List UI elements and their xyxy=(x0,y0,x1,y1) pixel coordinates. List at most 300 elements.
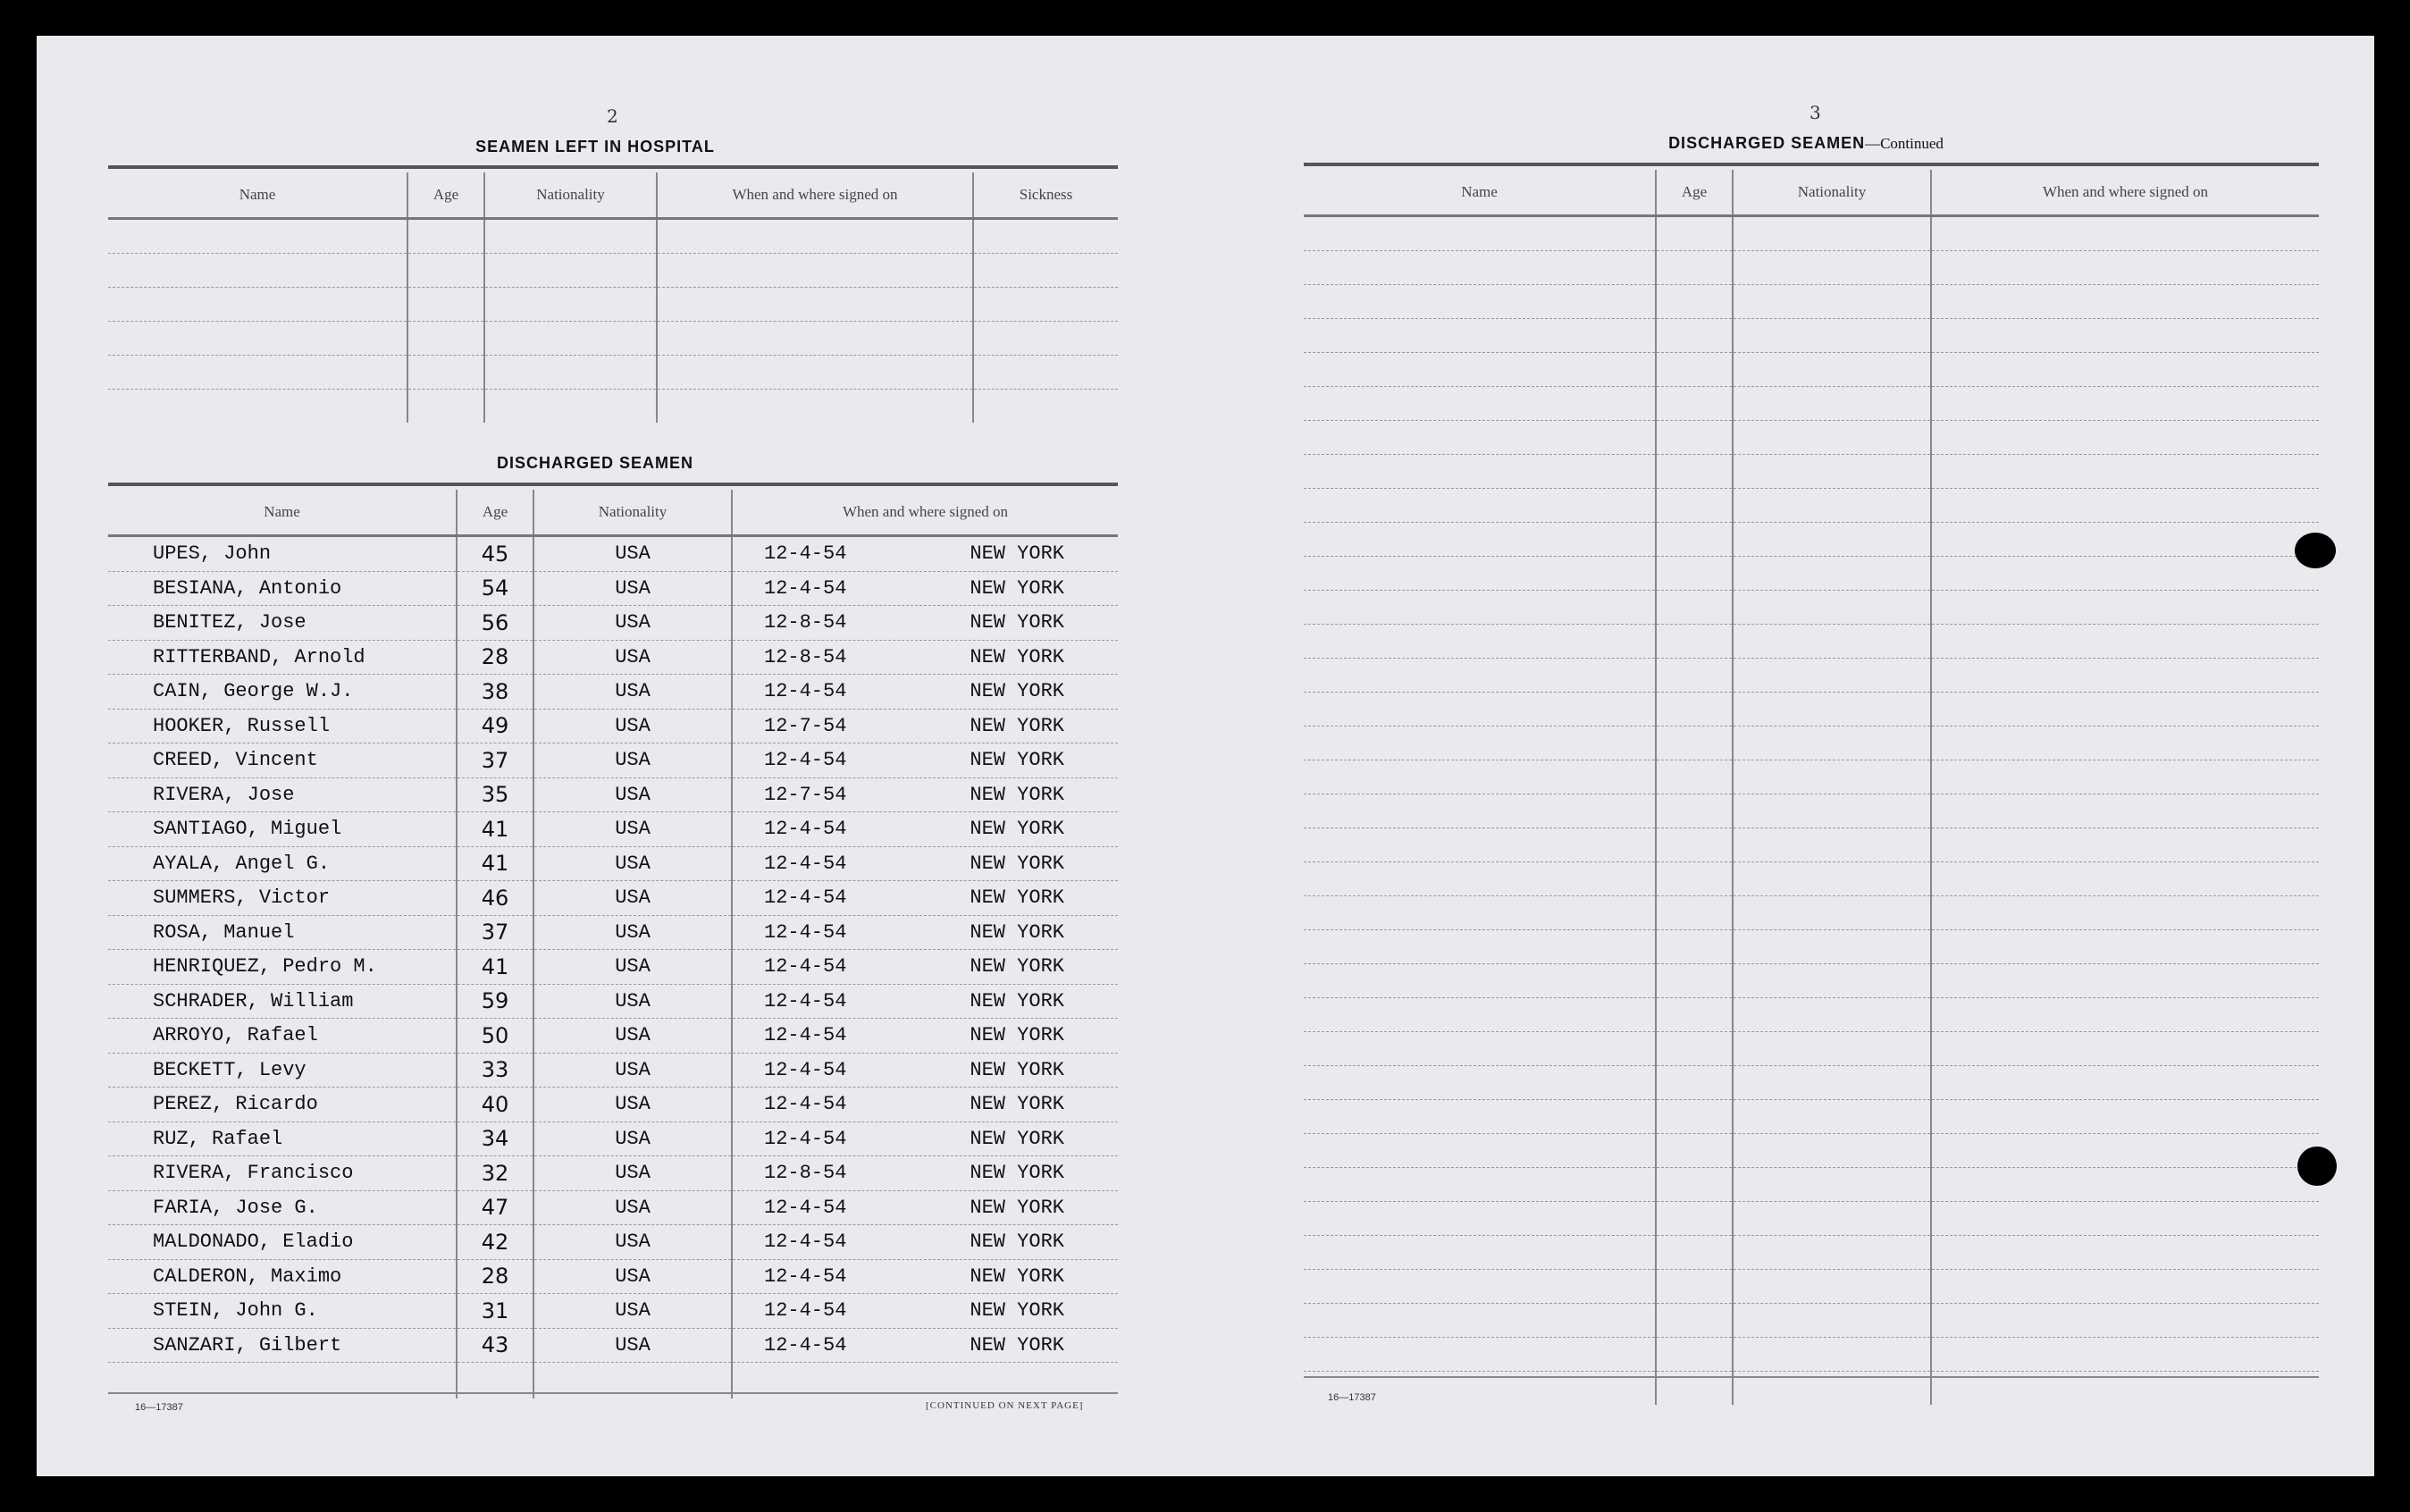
table-row xyxy=(1304,659,2319,693)
table-row xyxy=(1304,930,2319,964)
empty-cell xyxy=(1304,1236,1656,1270)
discharged-top-rule xyxy=(108,483,1118,486)
seaman-name: AYALA, Angel G. xyxy=(108,846,457,881)
empty-cell xyxy=(1733,285,1931,319)
signed-on-date: 12-4-54 xyxy=(764,1127,847,1150)
column-header: When and where signed on xyxy=(732,490,1118,536)
signed-on-group xyxy=(733,1024,1118,1046)
empty-cell xyxy=(657,356,973,390)
empty-cell xyxy=(1656,557,1733,591)
table-row xyxy=(1304,794,2319,828)
column-header: When and where signed on xyxy=(1931,170,2319,216)
table-row xyxy=(1304,489,2319,523)
signed-on-date: 12-8-54 xyxy=(764,645,847,668)
empty-cell xyxy=(1931,523,2319,557)
seaman-nationality: USA xyxy=(533,1328,732,1363)
table-row xyxy=(1304,387,2319,421)
empty-cell xyxy=(973,219,1118,254)
signed-on-date: 12-4-54 xyxy=(764,749,847,772)
table-row xyxy=(1304,964,2319,998)
seaman-age: 46 xyxy=(457,881,533,916)
seaman-age: 34 xyxy=(457,1121,533,1156)
seaman-name: BECKETT, Levy xyxy=(108,1053,457,1088)
signed-on-group xyxy=(733,1093,1118,1115)
empty-cell xyxy=(1304,1168,1656,1202)
seaman-nationality: USA xyxy=(533,812,732,847)
empty-cell xyxy=(1304,1270,1656,1304)
empty-cell xyxy=(1656,489,1733,523)
empty-cell xyxy=(1931,1168,2319,1202)
empty-cell xyxy=(1656,421,1733,455)
seaman-name: HENRIQUEZ, Pedro M. xyxy=(108,950,457,985)
signed-on xyxy=(732,984,1118,1019)
signed-on-date: 12-4-54 xyxy=(764,1024,847,1047)
seaman-name: RIVERA, Francisco xyxy=(108,1156,457,1191)
empty-cell xyxy=(1304,964,1656,998)
empty-cell xyxy=(1931,353,2319,387)
signed-on xyxy=(732,846,1118,881)
table-row xyxy=(1304,319,2319,353)
discharged-table xyxy=(108,490,1118,1399)
seaman-name: CREED, Vincent xyxy=(108,743,457,778)
empty-cell xyxy=(1733,216,1931,251)
empty-cell xyxy=(484,356,657,390)
empty-cell xyxy=(1931,659,2319,693)
seaman-nationality: USA xyxy=(533,915,732,950)
seaman-age: 37 xyxy=(457,915,533,950)
signed-on-date: 12-8-54 xyxy=(764,1162,847,1185)
table-row xyxy=(1304,216,2319,251)
table-row xyxy=(108,390,1118,424)
signed-on-group xyxy=(733,886,1118,909)
column-header: Name xyxy=(108,490,457,536)
signed-on-place: NEW YORK xyxy=(970,1333,1064,1357)
table-row xyxy=(1304,285,2319,319)
empty-cell xyxy=(1304,659,1656,693)
empty-cell xyxy=(1931,760,2319,794)
empty-cell xyxy=(108,322,407,356)
table-row xyxy=(108,1294,1118,1329)
table-row xyxy=(108,606,1118,641)
signed-on-date: 12-4-54 xyxy=(764,1093,847,1116)
signed-on-date: 12-8-54 xyxy=(764,611,847,634)
signed-on-place: NEW YORK xyxy=(970,1127,1064,1150)
empty-cell xyxy=(1733,523,1931,557)
left-page xyxy=(37,36,1198,1476)
empty-cell xyxy=(1733,930,1931,964)
empty-cell xyxy=(1304,319,1656,353)
signed-on xyxy=(732,1053,1118,1088)
empty-cell xyxy=(1931,727,2319,760)
table-row xyxy=(1304,760,2319,794)
empty-cell xyxy=(1733,659,1931,693)
signed-on-date: 12-4-54 xyxy=(764,1264,847,1288)
signed-on-group xyxy=(733,1162,1118,1184)
empty-cell xyxy=(1304,557,1656,591)
empty-cell xyxy=(1931,387,2319,421)
empty-cell xyxy=(1304,930,1656,964)
empty-cell xyxy=(1733,727,1931,760)
signed-on-date: 12-4-54 xyxy=(764,1058,847,1081)
seaman-name: RITTERBAND, Arnold xyxy=(108,640,457,675)
table-row xyxy=(1304,1168,2319,1202)
empty-cell xyxy=(1733,1338,1931,1372)
signed-on xyxy=(732,1259,1118,1294)
discharged-continued-table xyxy=(1304,170,2319,1405)
empty-cell xyxy=(1656,1066,1733,1100)
empty-cell xyxy=(1733,251,1931,285)
empty-cell xyxy=(1304,251,1656,285)
empty-cell xyxy=(1656,896,1733,930)
empty-cell xyxy=(1656,659,1733,693)
empty-cell xyxy=(1733,455,1931,489)
empty-cell xyxy=(1656,1032,1733,1066)
seaman-age: 50 xyxy=(457,1019,533,1054)
table-row xyxy=(108,1019,1118,1054)
column-header: Age xyxy=(407,172,484,219)
empty-cell xyxy=(1931,557,2319,591)
signed-on-group xyxy=(733,955,1118,978)
empty-cell xyxy=(1733,1270,1931,1304)
signed-on-date: 12-4-54 xyxy=(764,1299,847,1323)
table-row xyxy=(108,1259,1118,1294)
seaman-name: SANTIAGO, Miguel xyxy=(108,812,457,847)
signed-on-date: 12-4-54 xyxy=(764,989,847,1012)
table-row xyxy=(1304,693,2319,727)
empty-cell xyxy=(1304,216,1656,251)
seaman-nationality: USA xyxy=(533,881,732,916)
table-row xyxy=(108,812,1118,847)
empty-cell xyxy=(1733,591,1931,625)
seaman-nationality: USA xyxy=(533,1156,732,1191)
empty-cell xyxy=(1304,591,1656,625)
empty-cell xyxy=(1931,693,2319,727)
signed-on-date: 12-4-54 xyxy=(764,818,847,841)
empty-cell xyxy=(1304,1134,1656,1168)
title-main: DISCHARGED SEAMEN xyxy=(1668,134,1866,152)
signed-on-group xyxy=(733,749,1118,771)
hospital-table xyxy=(108,172,1118,423)
seaman-nationality: USA xyxy=(533,1088,732,1122)
signed-on-place: NEW YORK xyxy=(970,611,1064,634)
seaman-name: SANZARI, Gilbert xyxy=(108,1328,457,1363)
empty-cell xyxy=(1931,1202,2319,1236)
seaman-nationality: USA xyxy=(533,1121,732,1156)
table-row xyxy=(108,777,1118,812)
signed-on-date: 12-4-54 xyxy=(764,1333,847,1357)
empty-cell xyxy=(1931,1100,2319,1134)
table-row xyxy=(108,571,1118,606)
empty-cell xyxy=(1733,862,1931,896)
seaman-name: RUZ, Rafael xyxy=(108,1121,457,1156)
seaman-name: ARROYO, Rafael xyxy=(108,1019,457,1054)
table-row xyxy=(1304,998,2319,1032)
signed-on xyxy=(732,1190,1118,1225)
signed-on-place: NEW YORK xyxy=(970,818,1064,841)
table-row xyxy=(108,288,1118,322)
hospital-top-rule xyxy=(108,165,1118,169)
signed-on xyxy=(732,640,1118,675)
empty-cell xyxy=(1733,794,1931,828)
empty-cell xyxy=(973,254,1118,288)
punch-hole-top xyxy=(2295,533,2336,568)
signed-on-date: 12-4-54 xyxy=(764,886,847,910)
empty-cell xyxy=(1656,1202,1733,1236)
form-number: 16—17387 xyxy=(1328,1392,1376,1403)
empty-cell xyxy=(657,288,973,322)
empty-cell xyxy=(1931,625,2319,659)
seaman-nationality: USA xyxy=(533,675,732,710)
signed-on-group xyxy=(733,1197,1118,1219)
signed-on-group xyxy=(733,1128,1118,1150)
table-row xyxy=(1304,353,2319,387)
empty-cell xyxy=(1304,455,1656,489)
table-row xyxy=(1304,862,2319,896)
signed-on-place: NEW YORK xyxy=(970,645,1064,668)
document-sheet xyxy=(37,36,2374,1476)
empty-cell xyxy=(1656,625,1733,659)
signed-on xyxy=(732,812,1118,847)
empty-cell xyxy=(1733,693,1931,727)
empty-cell xyxy=(1304,387,1656,421)
right-top-rule xyxy=(1304,163,2319,166)
empty-cell xyxy=(108,219,407,254)
signed-on xyxy=(732,1225,1118,1260)
seaman-name: HOOKER, Russell xyxy=(108,709,457,743)
empty-cell xyxy=(407,356,484,390)
empty-cell xyxy=(1656,1134,1733,1168)
table-row xyxy=(108,219,1118,254)
seaman-nationality: USA xyxy=(533,1294,732,1329)
table-row xyxy=(1304,251,2319,285)
empty-cell xyxy=(1656,285,1733,319)
empty-cell xyxy=(1656,216,1733,251)
signed-on xyxy=(732,571,1118,606)
form-number: 16—17387 xyxy=(135,1402,183,1413)
empty-cell xyxy=(657,322,973,356)
table-row xyxy=(1304,1338,2319,1372)
empty-cell xyxy=(1304,1338,1656,1372)
signed-on-date: 12-7-54 xyxy=(764,783,847,806)
column-header: Name xyxy=(108,172,407,219)
title-suffix: —Continued xyxy=(1865,135,1944,152)
empty-cell xyxy=(1931,455,2319,489)
empty-cell xyxy=(484,219,657,254)
empty-cell xyxy=(1733,1236,1931,1270)
signed-on-place: NEW YORK xyxy=(970,576,1064,600)
table-row xyxy=(1304,591,2319,625)
empty-cell xyxy=(1304,998,1656,1032)
empty-cell xyxy=(1304,1100,1656,1134)
table-row xyxy=(108,1121,1118,1156)
table-row xyxy=(1304,1270,2319,1304)
table-row xyxy=(1304,1032,2319,1066)
signed-on-place: NEW YORK xyxy=(970,1162,1064,1185)
seaman-name: SUMMERS, Victor xyxy=(108,881,457,916)
empty-cell xyxy=(1733,964,1931,998)
signed-on xyxy=(732,743,1118,778)
signed-on-group xyxy=(733,680,1118,702)
signed-on xyxy=(732,1156,1118,1191)
empty-cell xyxy=(1304,693,1656,727)
empty-cell xyxy=(1931,421,2319,455)
seaman-nationality: USA xyxy=(533,1019,732,1054)
column-header: Age xyxy=(457,490,533,536)
seaman-age: 41 xyxy=(457,950,533,985)
empty-cell xyxy=(1733,421,1931,455)
seaman-name: BESIANA, Antonio xyxy=(108,571,457,606)
empty-cell xyxy=(1304,489,1656,523)
empty-cell xyxy=(973,390,1118,424)
seaman-age: 54 xyxy=(457,571,533,606)
empty-cell xyxy=(1656,760,1733,794)
signed-on-group xyxy=(733,1265,1118,1288)
seaman-name: MALDONADO, Eladio xyxy=(108,1225,457,1260)
table-row xyxy=(1304,557,2319,591)
empty-cell xyxy=(1931,964,2319,998)
empty-cell xyxy=(1931,251,2319,285)
empty-cell xyxy=(1656,1236,1733,1270)
empty-cell xyxy=(657,390,973,424)
empty-cell xyxy=(108,254,407,288)
table-row xyxy=(1304,896,2319,930)
empty-cell xyxy=(1304,1202,1656,1236)
empty-cell xyxy=(1733,1066,1931,1100)
seaman-name: FARIA, Jose G. xyxy=(108,1190,457,1225)
empty-cell xyxy=(1656,523,1733,557)
seaman-age: 32 xyxy=(457,1156,533,1191)
signed-on-place: NEW YORK xyxy=(970,989,1064,1012)
table-row xyxy=(108,675,1118,710)
empty-cell xyxy=(1931,862,2319,896)
table-row xyxy=(1304,1134,2319,1168)
empty-cell xyxy=(1304,285,1656,319)
signed-on-place: NEW YORK xyxy=(970,783,1064,806)
table-row xyxy=(108,1053,1118,1088)
hospital-section-title: SEAMEN LEFT IN HOSPITAL xyxy=(475,138,715,155)
empty-cell xyxy=(1656,862,1733,896)
signed-on-group xyxy=(733,1059,1118,1081)
table-row xyxy=(108,1156,1118,1191)
table-row xyxy=(1304,727,2319,760)
seaman-nationality: USA xyxy=(533,846,732,881)
seaman-nationality: USA xyxy=(533,709,732,743)
signed-on-date: 12-4-54 xyxy=(764,1231,847,1254)
right-bottom-rule xyxy=(1304,1376,2319,1378)
empty-cell xyxy=(407,288,484,322)
seaman-name: UPES, John xyxy=(108,536,457,572)
empty-cell xyxy=(108,356,407,390)
signed-on-place: NEW YORK xyxy=(970,1264,1064,1288)
discharged-continued-title xyxy=(1252,134,2360,153)
empty-cell xyxy=(1656,1100,1733,1134)
empty-cell xyxy=(1656,591,1733,625)
seaman-nationality: USA xyxy=(533,1190,732,1225)
table-row xyxy=(108,356,1118,390)
seaman-age: 41 xyxy=(457,846,533,881)
signed-on-group xyxy=(733,784,1118,806)
empty-cell xyxy=(484,390,657,424)
empty-cell xyxy=(1656,998,1733,1032)
seaman-name: BENITEZ, Jose xyxy=(108,606,457,641)
signed-on-date: 12-4-54 xyxy=(764,955,847,979)
column-header: Nationality xyxy=(1733,170,1931,216)
signed-on-date: 12-4-54 xyxy=(764,680,847,703)
empty-cell xyxy=(407,390,484,424)
signed-on xyxy=(732,1088,1118,1122)
table-row xyxy=(108,881,1118,916)
signed-on xyxy=(732,915,1118,950)
empty-cell xyxy=(484,288,657,322)
empty-cell xyxy=(1656,319,1733,353)
empty-cell xyxy=(973,288,1118,322)
empty-cell xyxy=(1304,862,1656,896)
empty-cell xyxy=(1733,760,1931,794)
seaman-nationality: USA xyxy=(533,950,732,985)
empty-cell xyxy=(1656,1338,1733,1372)
seaman-name: CALDERON, Maximo xyxy=(108,1259,457,1294)
signed-on-place: NEW YORK xyxy=(970,920,1064,944)
continued-note: [CONTINUED ON NEXT PAGE] xyxy=(926,1400,1084,1411)
empty-cell xyxy=(108,288,407,322)
column-header: Age xyxy=(1656,170,1733,216)
empty-cell xyxy=(1656,794,1733,828)
empty-cell xyxy=(1656,727,1733,760)
right-page xyxy=(1234,36,2369,1476)
seaman-name: CAIN, George W.J. xyxy=(108,675,457,710)
column-header: When and where signed on xyxy=(657,172,973,219)
empty-cell xyxy=(1931,1236,2319,1270)
signed-on-place: NEW YORK xyxy=(970,1024,1064,1047)
table-row xyxy=(1304,421,2319,455)
seaman-age: 31 xyxy=(457,1294,533,1329)
seaman-nationality: USA xyxy=(533,1225,732,1260)
empty-cell xyxy=(1304,1304,1656,1338)
empty-cell xyxy=(1304,896,1656,930)
signed-on-place: NEW YORK xyxy=(970,955,1064,979)
seaman-nationality: USA xyxy=(533,640,732,675)
signed-on-group xyxy=(733,577,1118,600)
signed-on-place: NEW YORK xyxy=(970,852,1064,875)
empty-cell xyxy=(1931,216,2319,251)
empty-cell xyxy=(1304,727,1656,760)
empty-cell xyxy=(1733,1168,1931,1202)
discharged-section-title: DISCHARGED SEAMEN xyxy=(496,454,694,472)
signed-on-place: NEW YORK xyxy=(970,680,1064,703)
signed-on-group xyxy=(733,1334,1118,1357)
seaman-age: 40 xyxy=(457,1088,533,1122)
seaman-age: 37 xyxy=(457,743,533,778)
empty-cell xyxy=(1931,1304,2319,1338)
table-row xyxy=(108,1225,1118,1260)
signed-on xyxy=(732,709,1118,743)
signed-on-place: NEW YORK xyxy=(970,1058,1064,1081)
seaman-age: 59 xyxy=(457,984,533,1019)
empty-cell xyxy=(1733,557,1931,591)
signed-on xyxy=(732,1121,1118,1156)
seaman-name: RIVERA, Jose xyxy=(108,777,457,812)
table-row xyxy=(108,640,1118,675)
empty-cell xyxy=(407,254,484,288)
signed-on-place: NEW YORK xyxy=(970,749,1064,772)
table-row xyxy=(108,709,1118,743)
empty-cell xyxy=(1733,625,1931,659)
empty-cell xyxy=(1656,693,1733,727)
empty-cell xyxy=(1656,1270,1733,1304)
signed-on-date: 12-4-54 xyxy=(764,920,847,944)
empty-cell xyxy=(1733,1134,1931,1168)
empty-cell xyxy=(1733,1304,1931,1338)
